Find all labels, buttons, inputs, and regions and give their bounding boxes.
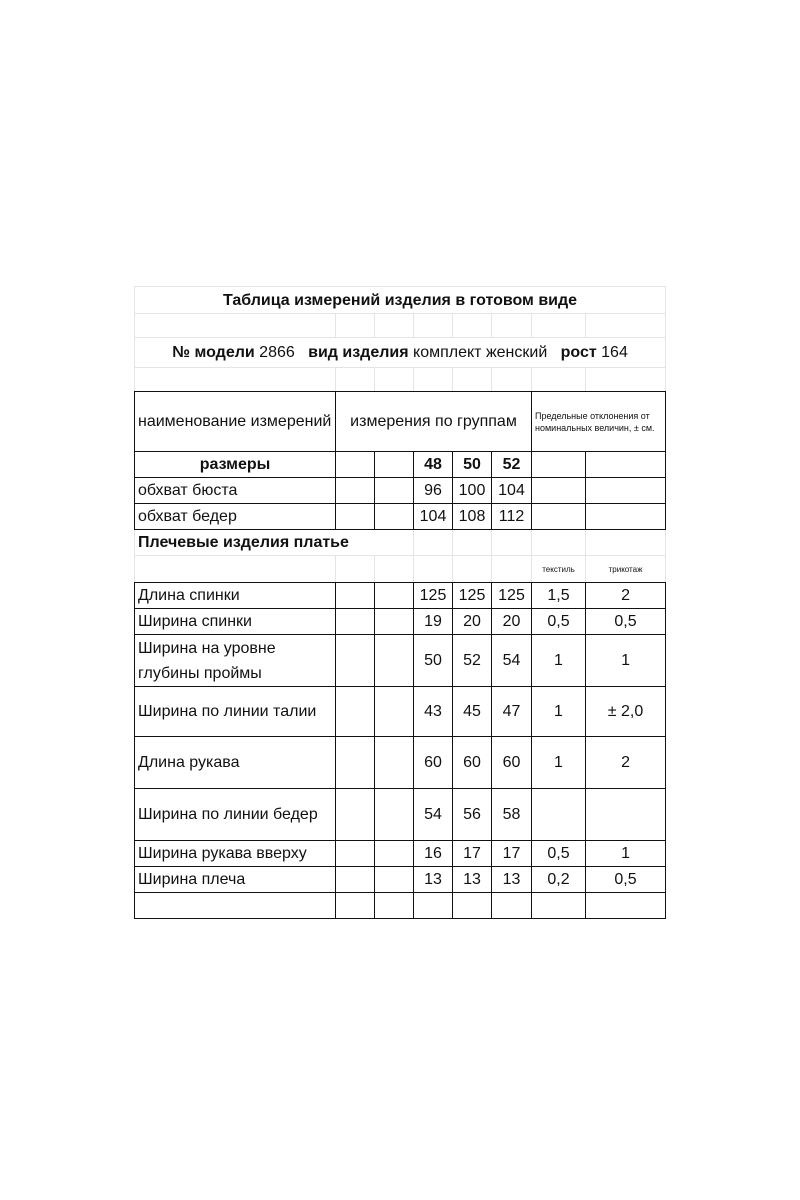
size-groups-header: измерения по группам: [336, 392, 532, 452]
knit-tolerance: 1: [586, 635, 666, 687]
garment-value: 43: [414, 687, 453, 737]
garment-value: 20: [492, 609, 532, 635]
body-measure-name: обхват бедер: [135, 504, 336, 530]
knit-tolerance: 0,5: [586, 867, 666, 893]
garment-measure-name: Длина рукава: [135, 737, 336, 789]
table-title: Таблица измерений изделия в готовом виде: [135, 287, 666, 314]
garment-measure-name: Ширина спинки: [135, 609, 336, 635]
body-measure-value: 108: [453, 504, 492, 530]
garment-value: 54: [492, 635, 532, 687]
garment-measure-name: Ширина на уровне глубины проймы: [135, 635, 336, 687]
size-value: 50: [453, 452, 492, 478]
size-value: 48: [414, 452, 453, 478]
body-measure-value: 112: [492, 504, 532, 530]
garment-value: 13: [453, 867, 492, 893]
garment-value: 20: [453, 609, 492, 635]
item-type-value: комплект женский: [413, 344, 548, 361]
garment-value: 125: [453, 583, 492, 609]
section-title: Плечевые изделия платье: [135, 530, 414, 556]
textile-tolerance: 1: [532, 635, 586, 687]
garment-value: 60: [453, 737, 492, 789]
knit-tolerance: 0,5: [586, 609, 666, 635]
garment-value: 54: [414, 789, 453, 841]
garment-measure-name: Ширина по линии талии: [135, 687, 336, 737]
model-info-line: [135, 338, 666, 368]
textile-tolerance: 0,5: [532, 609, 586, 635]
garment-value: 47: [492, 687, 532, 737]
garment-value: 58: [492, 789, 532, 841]
body-measure-value: 96: [414, 478, 453, 504]
knit-tolerance: [586, 789, 666, 841]
measurement-name-header: наименование измерений: [135, 392, 336, 452]
empty-row: [135, 893, 666, 919]
garment-value: 52: [453, 635, 492, 687]
garment-measure-name: Ширина рукава вверху: [135, 841, 336, 867]
body-measure-row: [135, 478, 666, 504]
knit-tolerance: 1: [586, 841, 666, 867]
model-number-value: 2866: [259, 344, 295, 361]
textile-tolerance: 0,2: [532, 867, 586, 893]
garment-row: [135, 687, 666, 737]
garment-row: [135, 867, 666, 893]
sizes-row: [135, 452, 666, 478]
garment-value: 13: [414, 867, 453, 893]
knit-tolerance: 2: [586, 583, 666, 609]
garment-value: 13: [492, 867, 532, 893]
garment-value: 17: [453, 841, 492, 867]
body-measure-value: 104: [492, 478, 532, 504]
deviation-header: Предельные отклонения от номинальных величин, ± см.: [532, 392, 666, 452]
textile-tolerance: 0,5: [532, 841, 586, 867]
garment-row: [135, 841, 666, 867]
garment-row: [135, 635, 666, 687]
garment-value: 45: [453, 687, 492, 737]
textile-tolerance: [532, 789, 586, 841]
body-measure-row: [135, 504, 666, 530]
garment-value: 60: [414, 737, 453, 789]
garment-value: 60: [492, 737, 532, 789]
garment-row: [135, 737, 666, 789]
measurement-sheet: [134, 286, 665, 919]
height-label: рост: [560, 344, 597, 361]
textile-tolerance: 1: [532, 687, 586, 737]
garment-value: 56: [453, 789, 492, 841]
measurement-table: [134, 286, 666, 919]
textile-column-header: текстиль: [532, 556, 586, 583]
body-measure-name: обхват бюста: [135, 478, 336, 504]
item-type-label: вид изделия: [308, 344, 409, 361]
model-number-label: № модели: [172, 344, 255, 361]
garment-value: 125: [492, 583, 532, 609]
garment-measure-name: Ширина плеча: [135, 867, 336, 893]
knit-column-header: трикотаж: [586, 556, 666, 583]
textile-tolerance: 1,5: [532, 583, 586, 609]
sizes-label: размеры: [135, 452, 336, 478]
garment-value: 16: [414, 841, 453, 867]
textile-tolerance: 1: [532, 737, 586, 789]
garment-measure-name: Длина спинки: [135, 583, 336, 609]
garment-measure-name: Ширина по линии бедер: [135, 789, 336, 841]
knit-tolerance: 2: [586, 737, 666, 789]
garment-row: [135, 583, 666, 609]
garment-row: [135, 609, 666, 635]
body-measure-value: 104: [414, 504, 453, 530]
height-value: 164: [601, 344, 628, 361]
garment-value: 50: [414, 635, 453, 687]
body-measure-value: 100: [453, 478, 492, 504]
garment-value: 17: [492, 841, 532, 867]
size-value: 52: [492, 452, 532, 478]
garment-value: 19: [414, 609, 453, 635]
knit-tolerance: ± 2,0: [586, 687, 666, 737]
garment-value: 125: [414, 583, 453, 609]
garment-row: [135, 789, 666, 841]
